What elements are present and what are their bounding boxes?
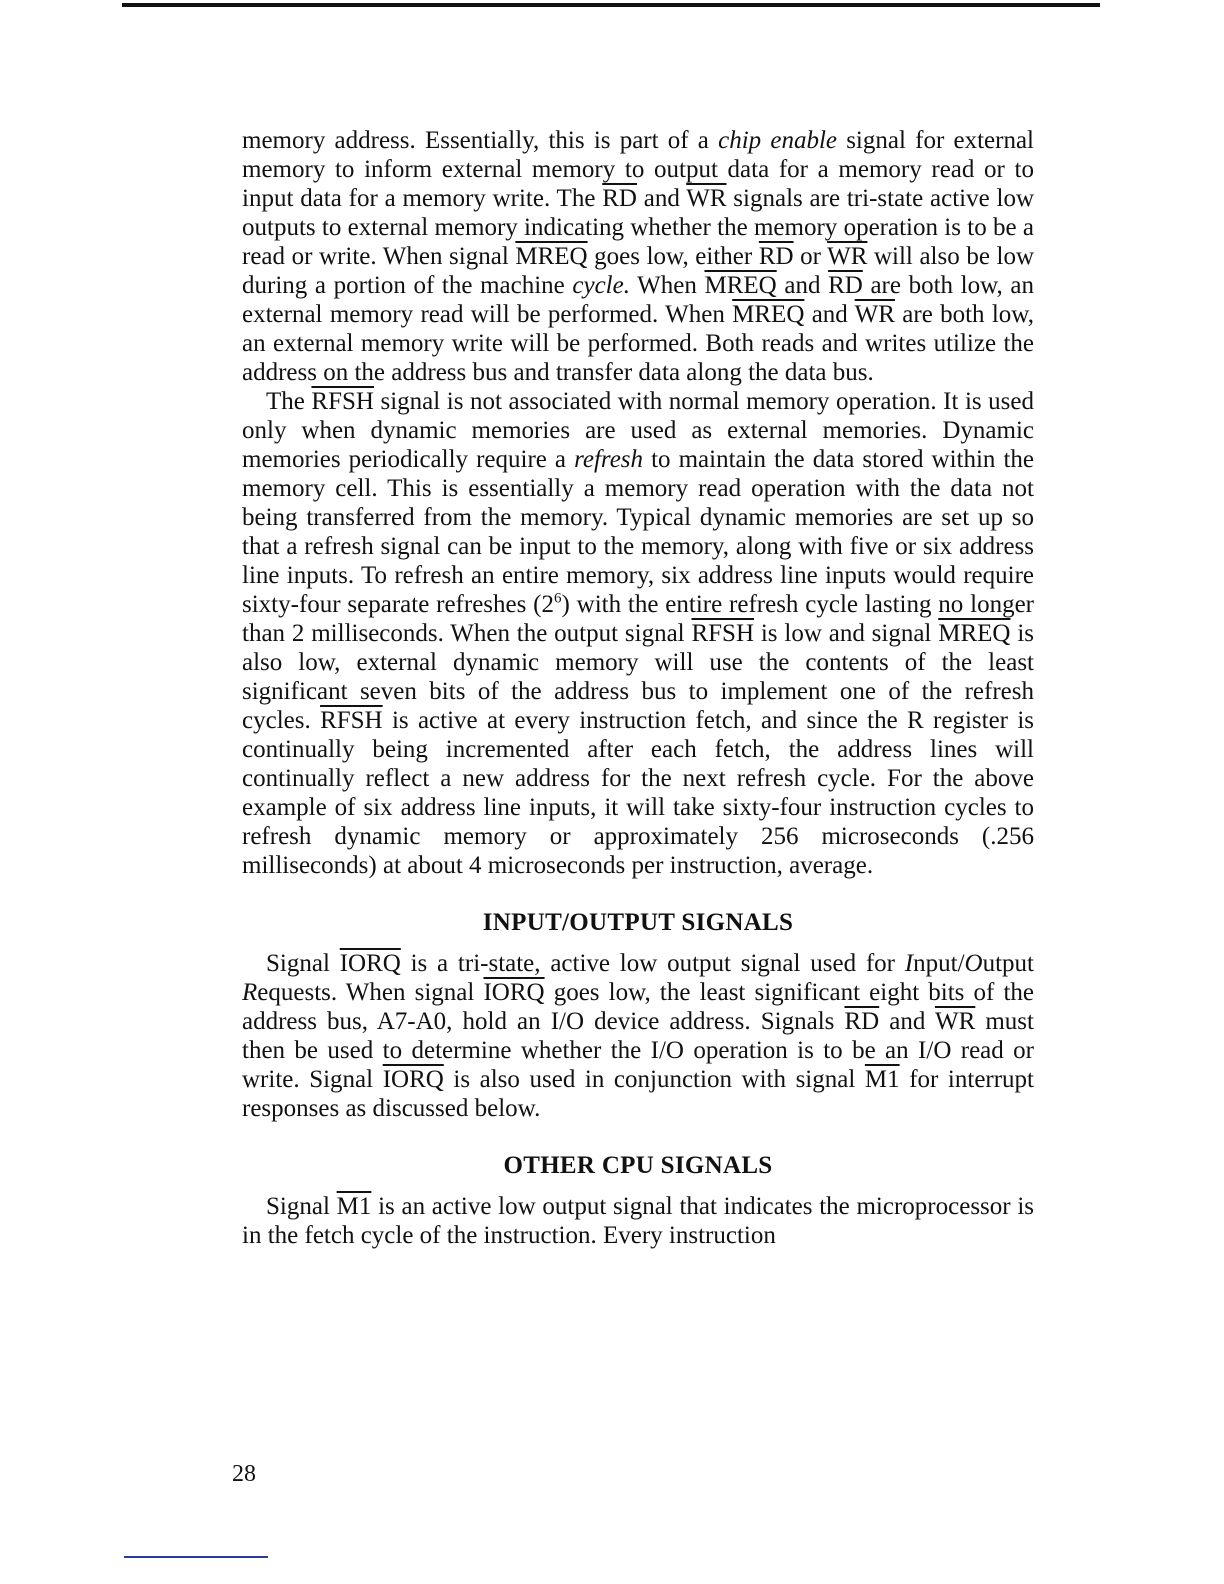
text-run: are both low, an external memory read will be performed. When [242,272,1034,328]
heading-input-output-signals: INPUT/OUTPUT SIGNALS [482,909,794,936]
text-run: signal is not associated with normal memory operation. It is used only when dynamic memories are used as external memories. Dynamic memories periodically require a [242,388,1035,473]
text-run: signal for external memory to inform external memory to output data for a memory read or to input data for a memory write. The [242,127,1034,212]
signal-m1: M1 [864,1066,900,1093]
signal-wr: $\overline{WR}$ [854,301,895,328]
text-run: signals are tri-state active low outputs to external memory indicating whether the memory operation is to be a read or write. When signal [242,185,1034,270]
emphasis-letter: R [242,979,258,1006]
signal-wr: $\overline{WR}$ [935,1008,976,1035]
paragraph-io-signals [242,949,1034,1123]
text-run: or [793,243,828,270]
text-run: The [266,388,312,415]
text-run: is also low, external dynamic memory will use the contents of the least significant seven bits of the address bus to implement one of the refresh cycles. [242,620,1034,734]
text-run: Signal [266,950,340,977]
text-run: and [879,1008,935,1035]
text-run: for interrupt responses as discussed below. [242,1066,1035,1122]
text-run: is an active low output signal that indicates the microprocessor is in the fetch cycle of the instruction. Every instruction [242,1193,1034,1249]
term-refresh: refresh [574,446,644,473]
text-run: equests. When signal [257,979,484,1006]
text-run: memory address. Essentially, this is part of a [242,127,719,154]
signal-mreq: MREQ [938,620,1011,647]
signal-m1: M1 [336,1193,372,1220]
text-run: and [636,185,687,212]
text-run: When [629,272,705,299]
signal-rfsh: RFSH [691,620,755,647]
text-run: are both low, an external memory write will be performed. Both reads and writes utilize the address on the address bus and transfer data along the data bus. [242,301,1034,386]
text-run: is low and signal [754,620,939,647]
text-run: ) with the entire refresh cycle lasting no longer than 2 milliseconds. When the output signal [242,591,1035,647]
page-number: 28 [232,1461,256,1487]
text-run: utput [982,950,1034,977]
emphasis-letter: I [904,950,914,977]
text-run: and [804,301,855,328]
text-run: is also used in conjunction with signal [443,1066,865,1093]
signal-iorq: IORQ [382,1066,444,1093]
paragraph-memory-read-write [242,126,1034,387]
signal-rd: $\overline{RD}$ [602,185,637,212]
text-run: Signal [266,1193,337,1220]
text-run: will also be low during a portion of the machine [242,243,1034,299]
signal-mreq: MREQ [515,243,588,270]
superscript-exponent: 6 [554,590,562,607]
signal-rd: $\overline{RD}$ [844,1008,880,1035]
text-run: and [776,272,829,299]
text-run: goes low, the least significant eight bits of the address bus, A7-A0, hold an I/O device address. Signals [242,979,1035,1035]
signal-rd: $\overline{RD}$ [828,272,863,299]
emphasis-letter: O [964,950,983,977]
term-chip-enable: chip enable [718,127,837,154]
signal-wr: $\overline{WR}$ [827,243,868,270]
text-run: goes low, either [587,243,759,270]
bottom-rule [124,1556,268,1558]
heading-other-cpu-signals: OTHER CPU SIGNALS [503,1152,773,1179]
paragraph-other-signals [242,1192,1034,1250]
text-run: is active at every instruction fetch, and since the R register is continually being incremented after each fetch, the address lines will continually reflect a new address for the next refresh cycle. For the above example of six address line inputs, it will take sixty-four instruction cycles to refresh dynamic memory or approximately 256 microseconds (.256 milliseconds) at about 4 microseconds per instruction, average. [242,707,1034,879]
text-column [242,126,1034,1250]
signal-rfsh: RFSH [311,388,374,415]
term-cycle: cycle. [572,272,630,299]
text-run: nput/ [913,950,965,977]
text-run: to maintain the data stored within the memory cell. This is essentially a memory read operation with the data not being transferred from the memory. Typical dynamic memories are set up so that a refresh signal can be input to the memory, along with five or six address line inputs. To refresh an entire memory, six address line inputs would require sixty-four separate refreshes (2 [242,446,1034,618]
signal-wr: $\overline{WR}$ [686,185,727,212]
text-run: is a tri-state, active low output signal used for [400,950,905,977]
text-run: must then be used to determine whether the I/O operation is to be an I/O read or write. Signal [242,1008,1034,1093]
paragraph-refresh [242,387,1034,880]
signal-rfsh: RFSH [320,707,383,734]
signal-mreq: MREQ [732,301,805,328]
signal-rd: $\overline{RD}$ [758,243,794,270]
signal-iorq: IORQ [483,979,545,1006]
top-rule [122,3,1100,7]
signal-mreq: MREQ [704,272,777,299]
signal-iorq: IORQ [339,950,401,977]
